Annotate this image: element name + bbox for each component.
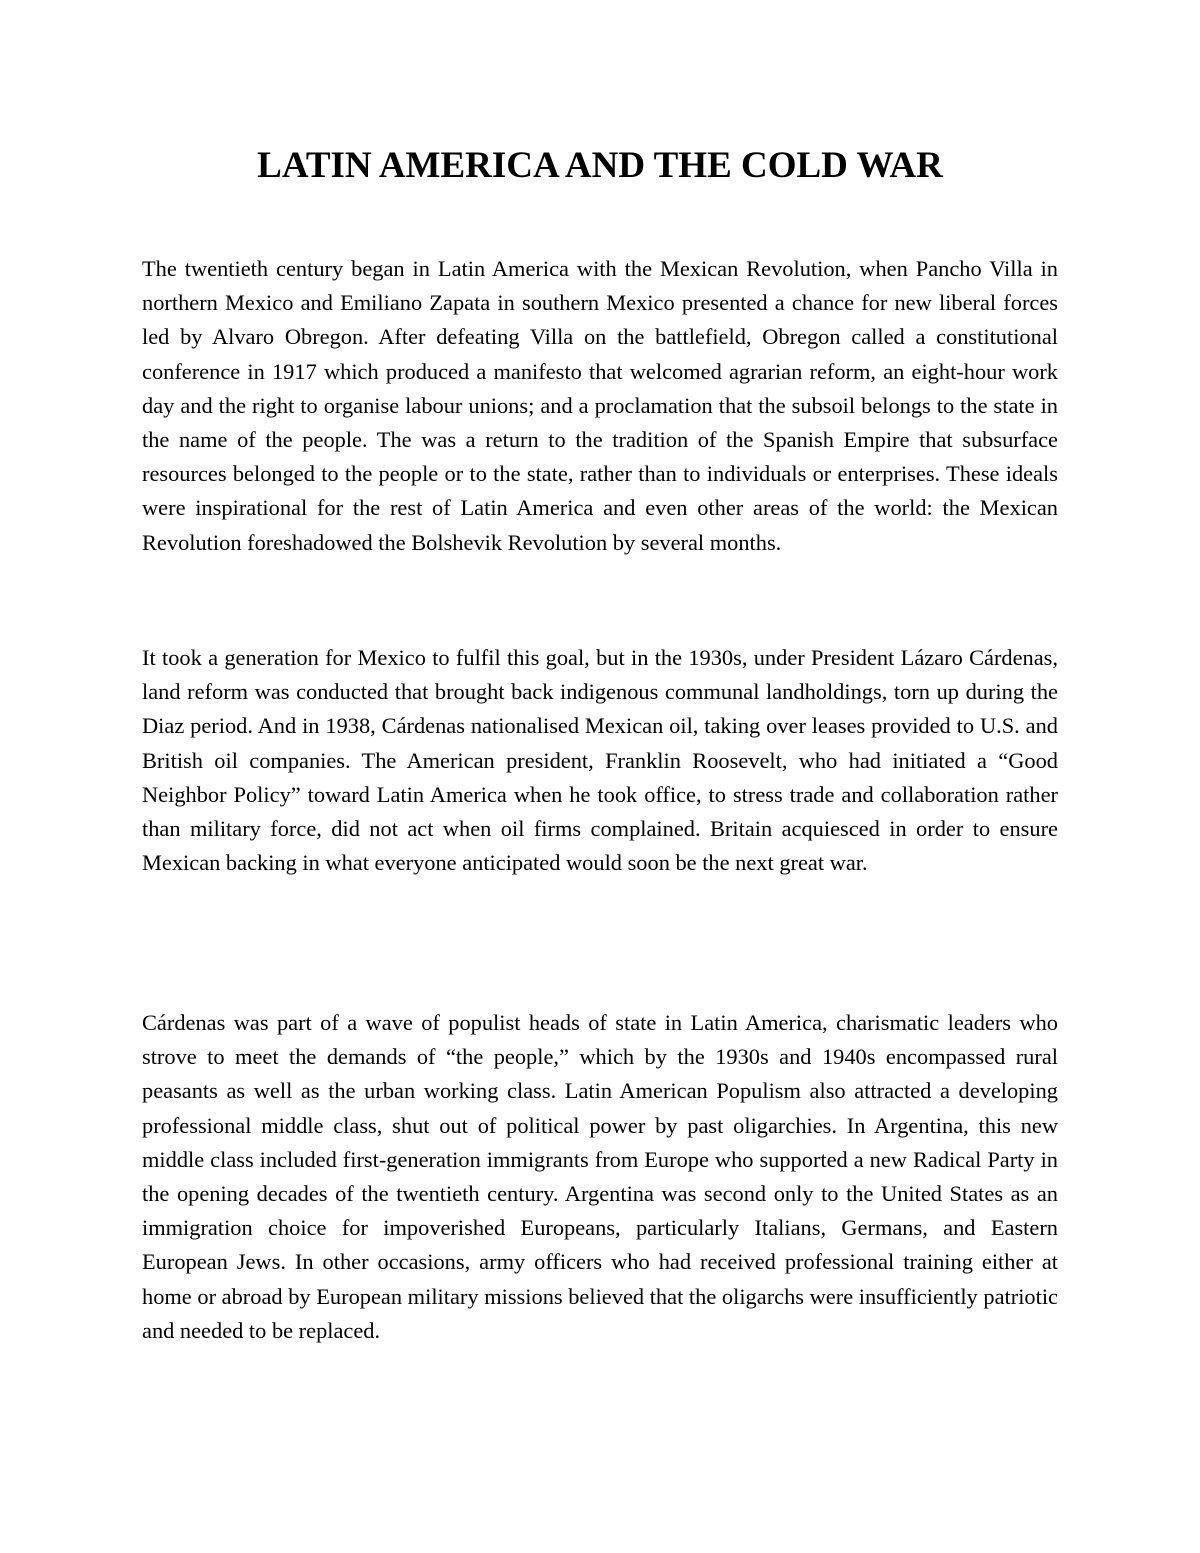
paragraph-3: Cárdenas was part of a wave of populist heads of state in Latin America, charismatic leaders who strove to meet the demands of “the people,” which by the 1930s and 1940s encompassed rural peasants as well as the urban working class. Latin American Populism also attracted a developing professional middle class, shut out of political power by past oligarchies. In Argentina, this new middle class included first-generation immigrants from Europe who supported a new Radical Party in the opening decades of the twentieth century. Argentina was second only to the United States as an immigration choice for impoverished Europeans, particularly Italians, Germans, and Eastern European Jews. In other occasions, army officers who had received professional training either at home or abroad by European military missions believed that the oligarchs were insufficiently patriotic and needed to be replaced. <box>142 1010 1058 1343</box>
paragraph-2: It took a generation for Mexico to fulfil this goal, but in the 1930s, under President Lázaro Cárdenas, land reform was conducted that brought back indigenous communal landholdings, torn up during the Diaz period. And in 1938, Cárdenas nationalised Mexican oil, taking over leases provided to U.S. and British oil companies. The American president, Franklin Roosevelt, who had initiated a “Good Neighbor Policy” toward Latin America when he took office, to stress trade and collaboration rather than military force, did not act when oil firms complained. Britain acquiesced in order to ensure Mexican backing in what everyone anticipated would soon be the next great war. <box>142 645 1058 876</box>
paragraph-1: The twentieth century began in Latin America with the Mexican Revolution, when Pancho Villa in northern Mexico and Emiliano Zapata in southern Mexico presented a chance for new liberal forces led by Alvaro Obregon. After defeating Villa on the battlefield, Obregon called a constitutional conference in 1917 which produced a manifesto that welcomed agrarian reform, an eight-hour work day and the right to organise labour unions; and a proclamation that the subsoil belongs to the state in the name of the people. The was a return to the tradition of the Spanish Empire that subsurface resources belonged to the people or to the state, rather than to individuals or enterprises. These ideals were inspirational for the rest of Latin America and even other areas of the world: the Mexican Revolution foreshadowed the Bolshevik Revolution by several months. <box>142 256 1058 555</box>
document-title: LATIN AMERICA AND THE COLD WAR <box>257 145 943 186</box>
